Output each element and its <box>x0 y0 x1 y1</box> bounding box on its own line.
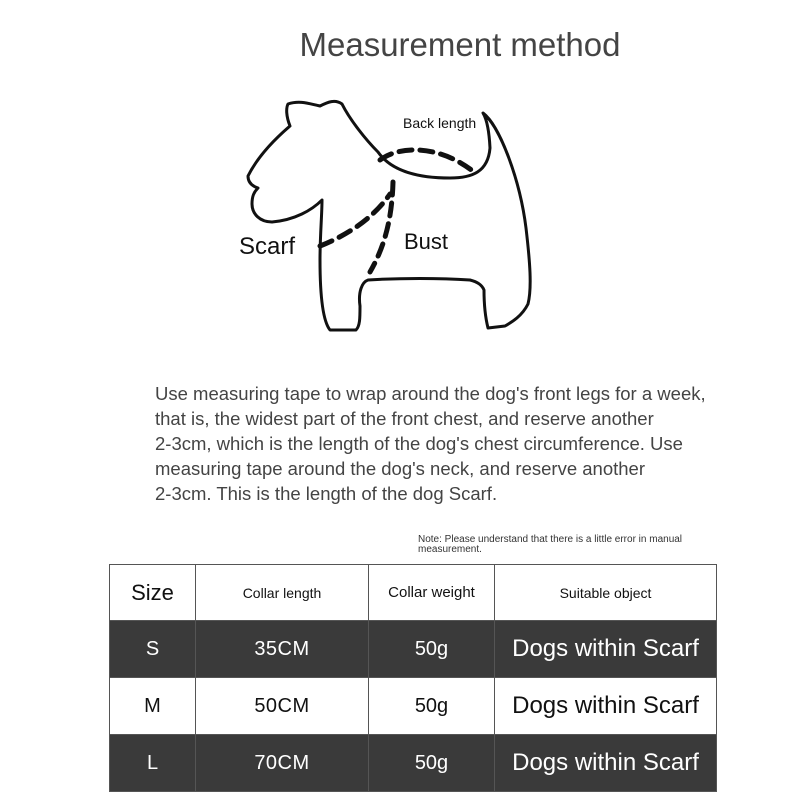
bust-label: Bust <box>404 229 449 254</box>
header-collar-weight: Collar weight <box>369 565 495 621</box>
table-header-row <box>110 565 717 621</box>
size-cell: L <box>110 735 196 792</box>
size-table <box>109 564 717 792</box>
scarf-dashed-line <box>320 194 390 246</box>
suitable-object-cell: Dogs within Scarf <box>495 735 717 792</box>
size-cell: M <box>110 678 196 735</box>
size-cell: S <box>110 621 196 678</box>
header-size: Size <box>110 565 196 621</box>
collar-weight-cell: 50g <box>369 678 495 735</box>
collar-length-cell: 70CM <box>196 735 369 792</box>
table-row <box>110 735 717 792</box>
header-suitable-object: Suitable object <box>495 565 717 621</box>
dog-outline-illustration <box>230 95 540 340</box>
table-row <box>110 678 717 735</box>
scarf-label: Scarf <box>239 233 296 260</box>
collar-weight-cell: 50g <box>369 621 495 678</box>
table-row <box>110 621 717 678</box>
collar-length-cell: 50CM <box>196 678 369 735</box>
suitable-object-cell: Dogs within Scarf <box>495 678 717 735</box>
measurement-instructions: Use measuring tape to wrap around the dog's front legs for a week, that is, the widest part of the front chest, and reserve another 2-3cm, which is the length of the dog's chest circumference. Use measuring tape around the dog's neck, and reserve another 2-3cm. This is the length of the dog Scarf. <box>155 383 706 504</box>
measurement-note: Note: Please understand that there is a little error in manual measurement. <box>418 534 683 555</box>
page-title: Measurement method <box>299 26 621 63</box>
collar-weight-cell: 50g <box>369 735 495 792</box>
suitable-object-cell: Dogs within Scarf <box>495 621 717 678</box>
back-length-dashed-line <box>380 150 474 172</box>
header-collar-length: Collar length <box>196 565 369 621</box>
back-length-label: Back length <box>403 115 477 131</box>
collar-length-cell: 35CM <box>196 621 369 678</box>
